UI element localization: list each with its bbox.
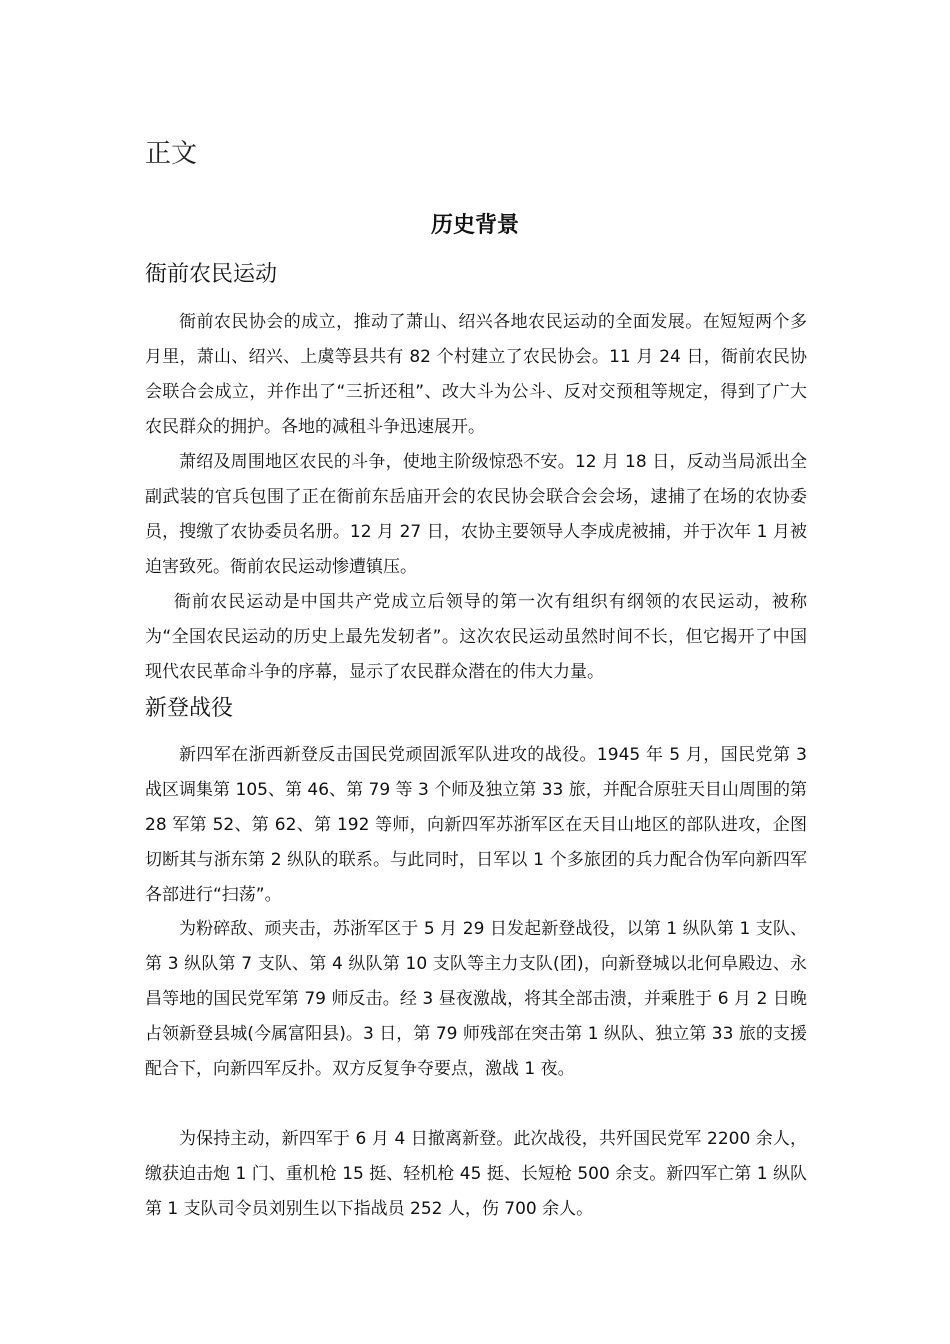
page-title: 历史背景 <box>430 213 519 238</box>
paragraph: 新四军在浙西新登反击国民党顽固派军队进攻的战役。1945 年 5 月，国民党第 3 战区调集第 105、第 46、第 79 等 3 个师及独立第 33 旅，并配合原驻天目山周围的第 28 军第 52、第 62、第 192 等师，向新四军苏浙军区在天目山地区的部队进攻，企图切断其与浙东第 2 纵队的联系。与此同时，日军以 1 个多旅团的兵力配合伪军向新四军各部进行“扫荡”。 <box>145 745 807 905</box>
paragraph: 衙前农民协会的成立，推动了萧山、绍兴各地农民运动的全面发展。在短短两个多月里，萧山、绍兴、上虞等县共有 82 个村建立了农民协会。11 月 24 日，衙前农民协会联合会成立，并作出了“三折还租”、改大斗为公斗、反对交预租等规定，得到了广大农民群众的拥护。各地的减租斗争迅速展开。 <box>145 312 807 437</box>
paragraph: 衙前农民运动是中国共产党成立后领导的第一次有组织有纲领的农民运动，被称为“全国农民运动的历史上最先发轫者”。这次农民运动虽然时间不长，但它揭开了中国现代农民革命斗争的序幕，显示了农民群众潜在的伟大力量。 <box>145 592 807 682</box>
section-heading-yaqian: 衙前农民运动 <box>145 262 278 287</box>
document-label: 正文 <box>145 139 198 169</box>
paragraph: 萧绍及周围地区农民的斗争，使地主阶级惊恐不安。12 月 18 日，反动当局派出全副武装的官兵包围了正在衙前东岳庙开会的农民协会联合会会场，逮捕了在场的农协委员，搜缴了农协委员名册。12 月 27 日，农协主要领导人李成虎被捕，并于次年 1 月被迫害致死。衙前农民运动惨遭镇压。 <box>145 452 807 577</box>
paragraph: 为保持主动，新四军于 6 月 4 日撤离新登。此次战役，共歼国民党军 2200 余人，缴获迫击炮 1 门、重机枪 15 挺、轻机枪 45 挺、长短枪 500 余支。新四军亡第 1 纵队第 1 支队司令员刘别生以下指战员 252 人，伤 700 余人。 <box>145 1129 807 1219</box>
paragraph: 为粉碎敌、顽夹击，苏浙军区于 5 月 29 日发起新登战役，以第 1 纵队第 1 支队、第 3 纵队第 7 支队、第 4 纵队第 10 支队等主力支队(团)，向新登城以北何阜殿边、永昌等地的国民党军第 79 师反击。经 3 昼夜激战，将其全部击溃，并乘胜于 6 月 2 日晚占领新登县城(今属富阳县)。3 日，第 79 师残部在突击第 1 纵队、独立第 33 旅的支援配合下，向新四军反扑。双方反复争夺要点，激战 1 夜。 <box>145 919 807 1079</box>
section-heading-xindeng: 新登战役 <box>145 696 234 721</box>
